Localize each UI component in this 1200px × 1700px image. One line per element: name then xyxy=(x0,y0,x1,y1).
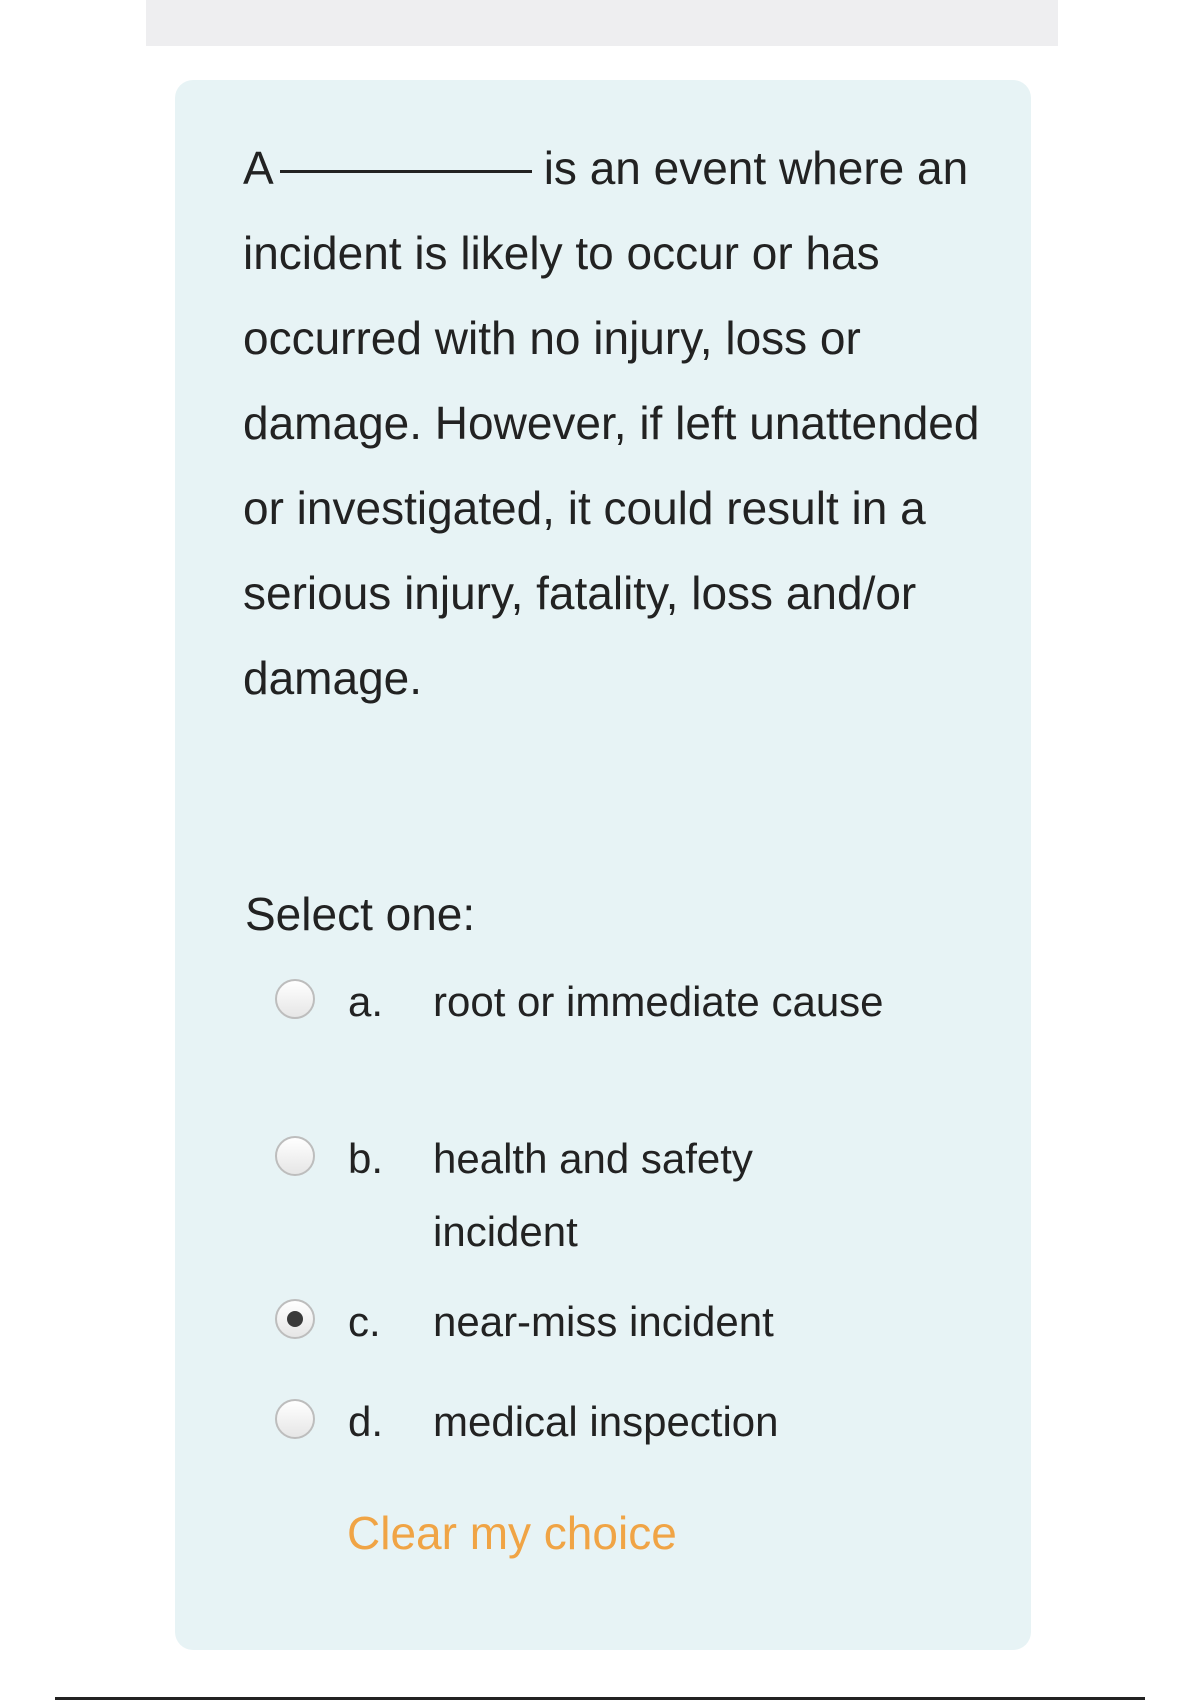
option-label: health and safety incident xyxy=(433,1135,753,1255)
question-text xyxy=(243,126,983,721)
option-letter: a. xyxy=(348,978,384,1025)
radio-d[interactable] xyxy=(275,1399,315,1439)
top-bar xyxy=(146,0,1058,46)
option-label: medical inspection xyxy=(433,1398,779,1445)
radio-a[interactable] xyxy=(275,979,315,1019)
question-body: is an event where an incident is likely to occur or has occurred with no injury, loss or damage. However, if left unattended or investigated, it could result in a serious injury, fatality, loss and/or damage. xyxy=(243,142,980,704)
option-letter: c. xyxy=(348,1298,381,1345)
clear-choice-link[interactable]: Clear my choice xyxy=(347,1507,677,1559)
radio-c-selected[interactable] xyxy=(275,1299,315,1339)
select-one-label: Select one: xyxy=(245,888,476,940)
option-label: near-miss incident xyxy=(433,1298,774,1345)
radio-b[interactable] xyxy=(275,1136,315,1176)
option-label: root or immediate cause xyxy=(433,978,884,1025)
option-letter: b. xyxy=(348,1135,384,1182)
question-prefix: A xyxy=(243,142,274,194)
option-letter: d. xyxy=(348,1398,384,1445)
answer-blank xyxy=(280,170,532,173)
